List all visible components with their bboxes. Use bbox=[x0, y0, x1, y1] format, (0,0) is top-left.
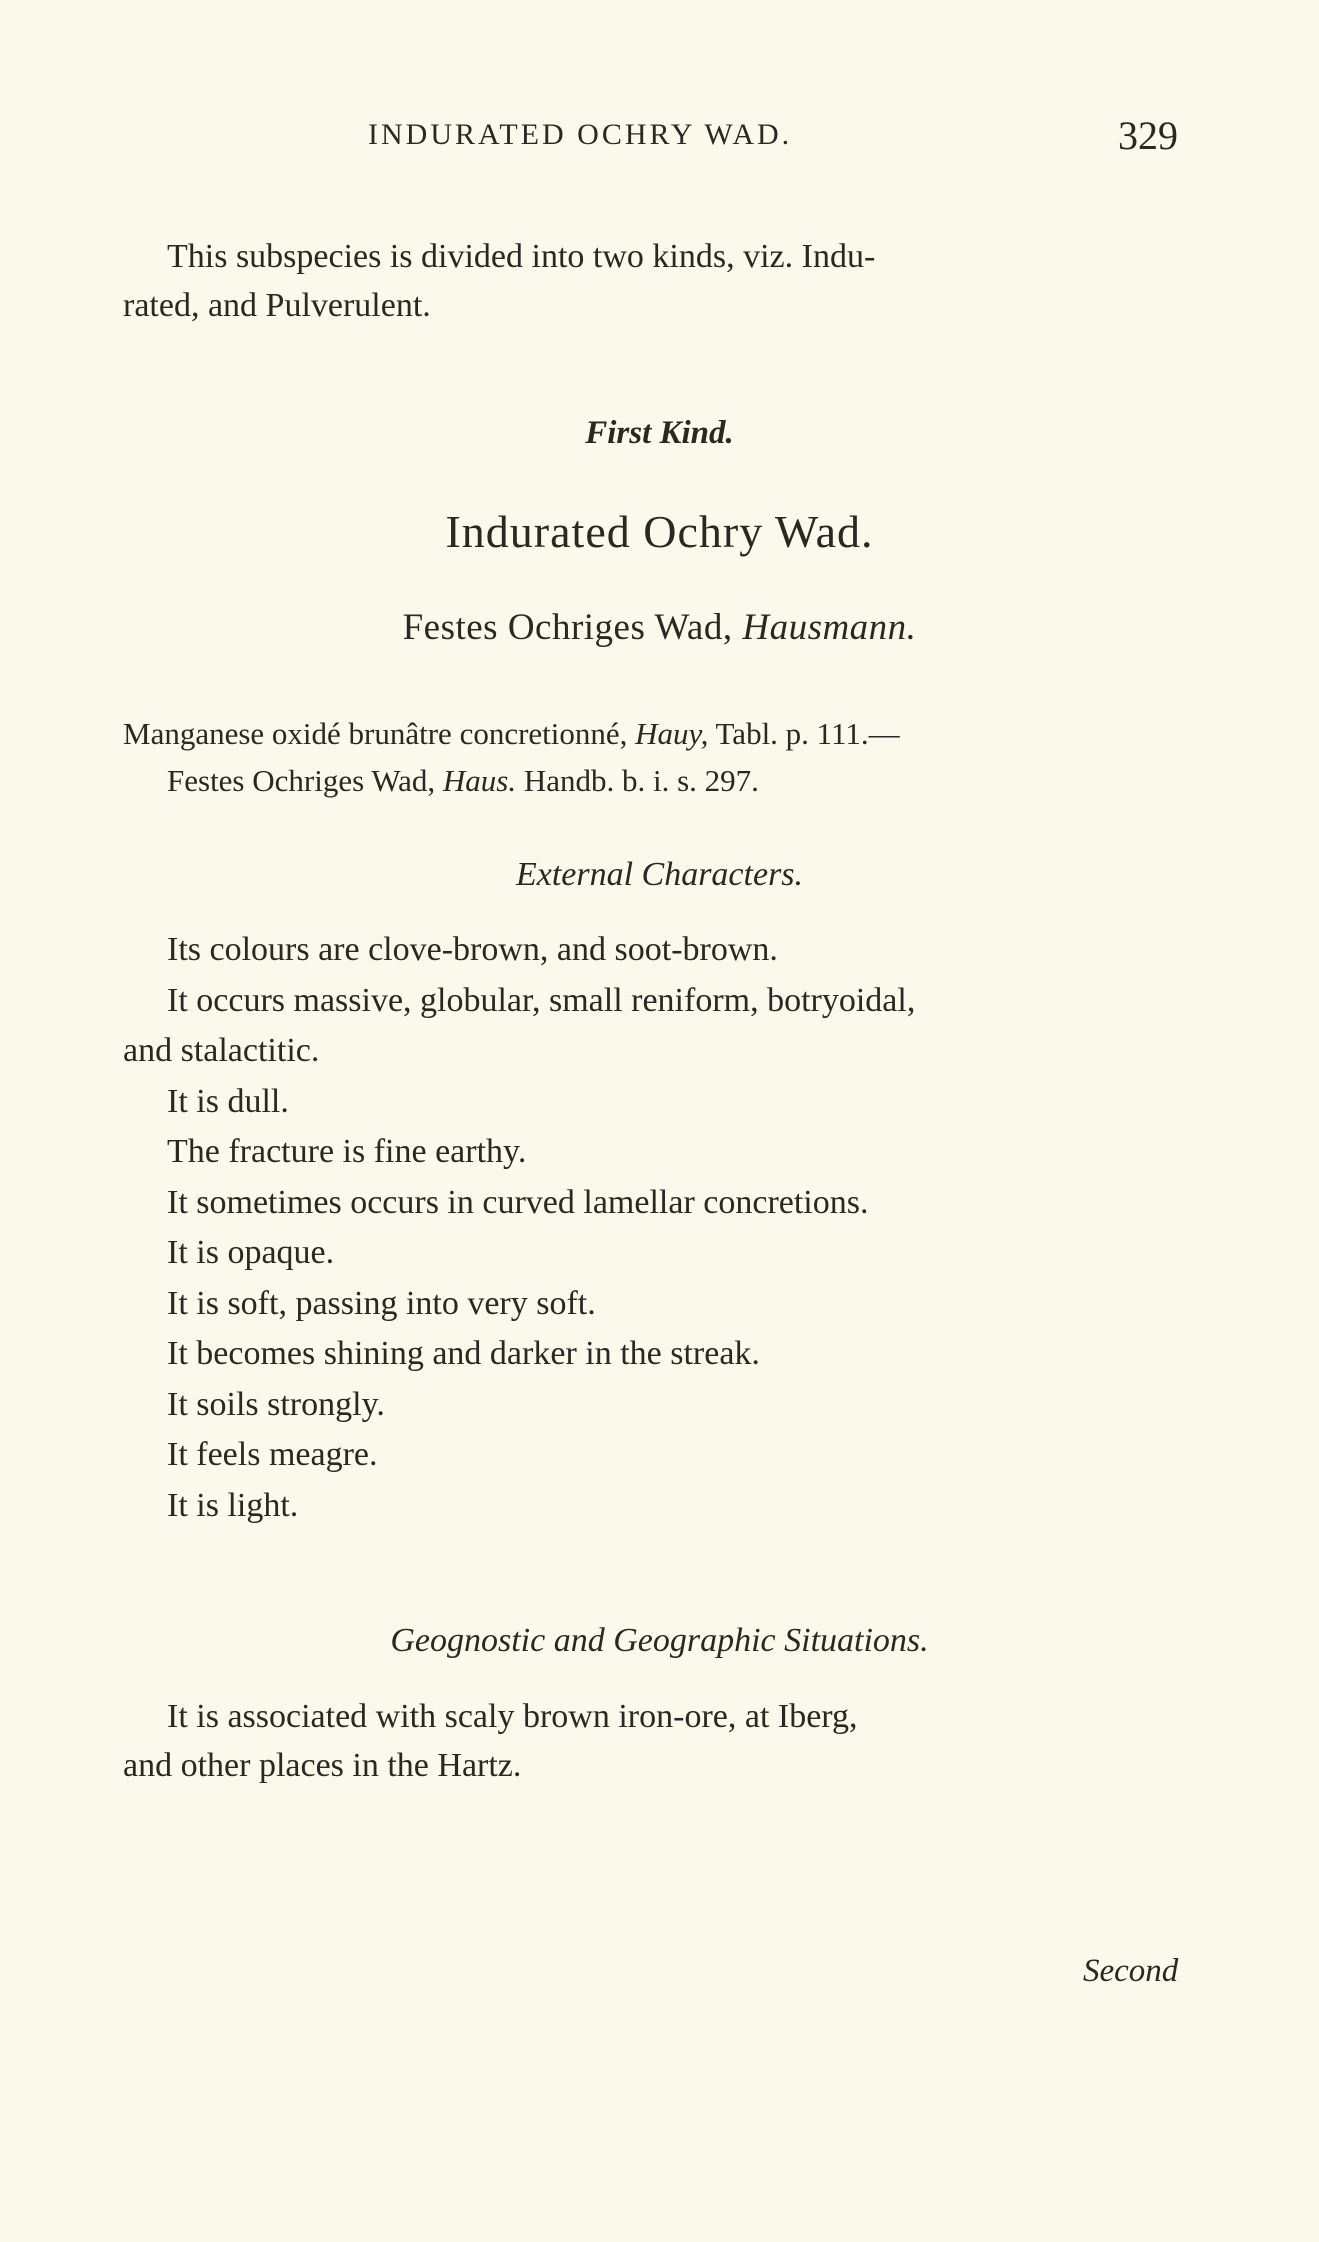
external-characters-heading: External Characters. bbox=[515, 856, 804, 893]
reference-line bbox=[123, 710, 1193, 757]
characteristic-line: It feels meagre. bbox=[167, 1436, 378, 1473]
intro-paragraph bbox=[123, 232, 1193, 330]
characteristic-line: The fracture is fine earthy. bbox=[167, 1133, 527, 1170]
characteristic-line: It sometimes occurs in curved lamellar concretions. bbox=[167, 1183, 869, 1221]
synonym-name: Festes Ochriges Wad, bbox=[402, 607, 743, 648]
characteristic-line: It is soft, passing into very soft. bbox=[167, 1284, 596, 1322]
characteristic-line: Its colours are clove-brown, and soot-brown. bbox=[167, 931, 778, 968]
reference-text: Handb. b. i. s. 297. bbox=[516, 763, 759, 798]
geognostic-line: It is associated with scaly brown iron-ore, at Iberg, bbox=[167, 1698, 858, 1735]
synonym-line bbox=[0, 606, 1319, 649]
kind-heading: First Kind. bbox=[585, 415, 734, 451]
reference-text: Tabl. p. 111.— bbox=[708, 716, 900, 751]
geognostic-heading: Geognostic and Geographic Situations. bbox=[390, 1622, 929, 1659]
reference-author: Hauy, bbox=[635, 716, 709, 751]
geognostic-line: and other places in the Hartz. bbox=[123, 1747, 522, 1784]
characteristic-line: It is dull. bbox=[167, 1082, 289, 1120]
characteristic-line: It occurs massive, globular, small reniform, botryoidal, bbox=[167, 981, 916, 1019]
characteristic-line: and stalactitic. bbox=[123, 1032, 320, 1069]
running-head: INDURATED OCHRY WAD. bbox=[368, 118, 793, 151]
characteristic-line: It is light. bbox=[167, 1486, 299, 1524]
reference-author: Haus. bbox=[442, 763, 517, 798]
page-number: 329 bbox=[1118, 113, 1178, 158]
characteristic-line: It is opaque. bbox=[167, 1234, 335, 1271]
reference-text: Festes Ochriges Wad, bbox=[167, 763, 443, 798]
characteristic-line: It soils strongly. bbox=[167, 1385, 385, 1423]
characteristic-line: It becomes shining and darker in the streak. bbox=[167, 1335, 760, 1372]
reference-text: Manganese oxidé brunâtre concretionné, bbox=[123, 716, 636, 751]
external-characters-list bbox=[123, 925, 1193, 1531]
geognostic-paragraph bbox=[123, 1692, 1193, 1790]
reference-block bbox=[123, 710, 1193, 804]
intro-line: rated, and Pulverulent. bbox=[123, 287, 431, 324]
intro-line: This subspecies is divided into two kinds, viz. Indu- bbox=[167, 238, 876, 275]
catchword: Second bbox=[1083, 1953, 1179, 1989]
reference-line bbox=[123, 757, 1193, 804]
species-title: Indurated Ochry Wad. bbox=[445, 506, 874, 557]
synonym-author: Hausmann. bbox=[742, 607, 917, 648]
